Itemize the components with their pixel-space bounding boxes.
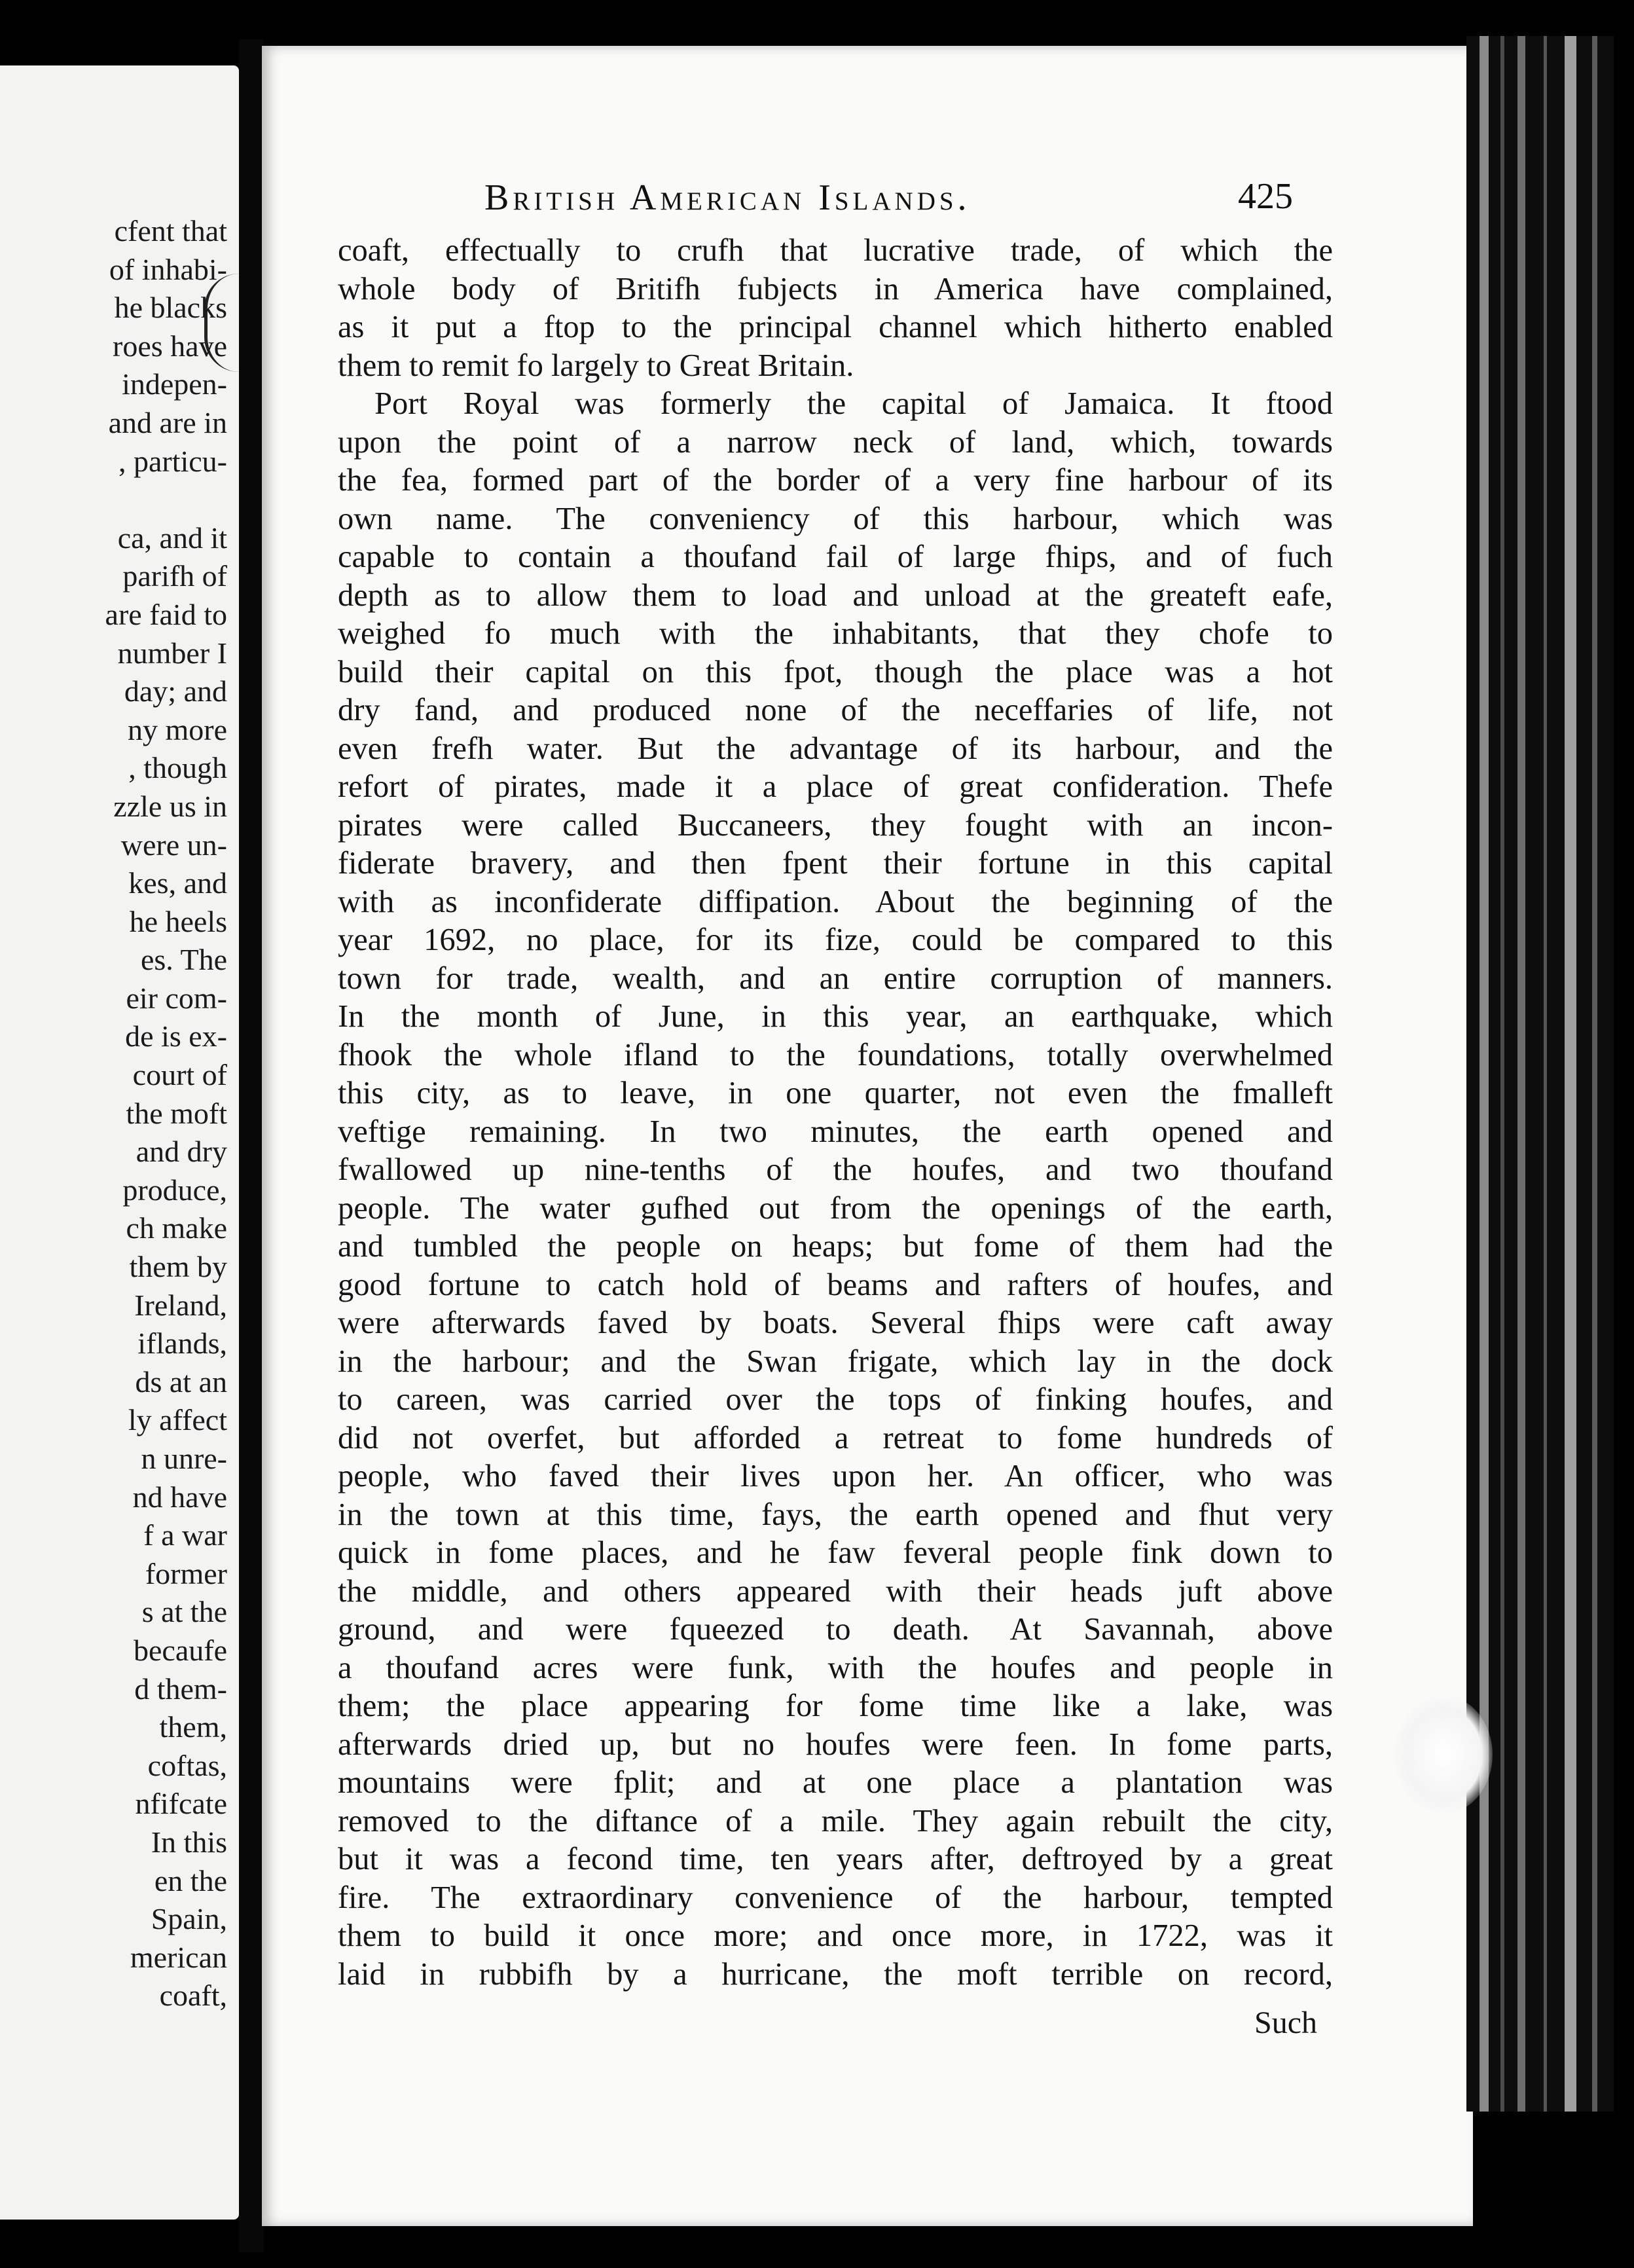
text-line: in the harbour; and the Swan frigate, which lay in the dock — [338, 1344, 1333, 1379]
text-line: in the town at this time, fays, the earth opened and fhut very — [338, 1497, 1333, 1532]
catchword: Such — [1254, 2005, 1317, 2040]
text-line: to careen, was carried over the tops of finking houfes, and — [338, 1382, 1333, 1417]
text-line: this city, as to leave, in one quarter, not even the fmalleft — [338, 1076, 1333, 1110]
left-page-line: cfent that — [114, 214, 227, 247]
left-page-line: roes have — [113, 329, 227, 363]
text-line: fhook the whole ifland to the foundations, totally overwhelmed — [338, 1037, 1333, 1072]
text-line: dry fand, and produced none of the neceffaries of life, not — [338, 693, 1333, 727]
left-page-line: ds at an — [135, 1364, 227, 1399]
left-page-line: he blacks — [114, 291, 227, 325]
left-page-line: the moft — [126, 1096, 227, 1130]
left-page-line: s at the — [141, 1595, 227, 1629]
left-page-line: and are in — [108, 405, 227, 439]
left-page-line: Spain, — [151, 1902, 227, 1936]
left-page-line: produce, — [122, 1173, 227, 1207]
left-page-line: and dry — [136, 1135, 227, 1169]
text-line: mountains were fplit; and at one place a plantation was — [338, 1765, 1333, 1800]
page-header — [484, 172, 1309, 230]
text-line: ground, and were fqueezed to death. At Savannah, above — [338, 1612, 1333, 1647]
left-page-line: are faid to — [105, 597, 227, 631]
text-line: did not overfet, but afforded a retreat to fome hundreds of — [338, 1420, 1333, 1455]
text-line: them to remit fo largely to Great Britain. — [338, 348, 854, 383]
left-page-line: d them- — [134, 1672, 227, 1706]
left-page-line: eir com- — [126, 981, 227, 1015]
left-page-line: nd have — [132, 1480, 227, 1514]
text-line: even frefh water. But the advantage of its harbour, and the — [338, 731, 1333, 766]
left-page-line: ca, and it — [117, 521, 227, 555]
left-page-line: Ireland, — [134, 1288, 227, 1322]
left-page-line: nfifcate — [135, 1787, 227, 1821]
text-line: town for trade, wealth, and an entire corruption of manners. — [338, 960, 1333, 996]
left-page-line: ly affect — [128, 1403, 227, 1437]
text-line: the middle, and others appeared with their heads juft above — [338, 1573, 1333, 1609]
left-page-line: coftas, — [147, 1748, 227, 1782]
left-page-line: de is ex- — [125, 1019, 227, 1053]
body-text — [338, 232, 1333, 1994]
text-line: as it put a ftop to the principal channel which hitherto enabled — [338, 310, 1333, 344]
left-page-line: merican — [130, 1940, 227, 1974]
running-head: British American Islands. — [484, 177, 971, 218]
left-page-line: n unre- — [141, 1442, 227, 1475]
text-line: fiderate bravery, and then fpent their fortune in this capital — [338, 846, 1333, 881]
left-page-line: number I — [117, 636, 227, 670]
left-page-line: he heels — [129, 904, 227, 938]
left-page-line: iflands, — [137, 1326, 227, 1361]
text-line: good fortune to catch hold of beams and rafters of houfes, and — [338, 1267, 1333, 1302]
text-line: veftige remaining. In two minutes, the earth opened and — [338, 1114, 1333, 1149]
text-line: people. The water gufhed out from the openings of the earth, — [338, 1190, 1333, 1226]
left-page-line: coaft, — [159, 1979, 227, 2013]
left-page-line: parifh of — [122, 559, 227, 593]
text-line: coaft, effectually to crufh that lucrative trade, of which the — [338, 233, 1333, 268]
text-line: build their capital on this fpot, though the place was a hot — [338, 654, 1333, 689]
left-page-line: f a war — [143, 1518, 227, 1552]
left-page-line — [105, 481, 227, 519]
text-line: them; the place appearing for fome time like a lake, was — [338, 1689, 1333, 1723]
text-line: and tumbled the people on heaps; but fome of them had the — [338, 1229, 1333, 1264]
text-line: weighed fo much with the inhabitants, that they chofe to — [338, 616, 1333, 651]
text-line: capable to contain a thoufand fail of large fhips, and of fuch — [338, 540, 1333, 574]
text-line: them to build it once more; and once more, in 1722, was it — [338, 1918, 1333, 1953]
left-page-line: en the — [154, 1863, 227, 1897]
book-gutter — [239, 39, 264, 2252]
text-line: with as inconfiderate diffipation. About the beginning of the — [338, 884, 1333, 919]
text-line: year 1692, no place, for its fize, could be compared to this — [338, 923, 1333, 957]
page-number: 425 — [1238, 176, 1293, 217]
text-line: quick in fome places, and he faw feveral people fink down to — [338, 1535, 1333, 1570]
left-page-line: ny more — [127, 712, 227, 746]
text-line: depth as to allow them to load and unload at the greateft eafe, — [338, 577, 1333, 613]
page-blemish — [1394, 1696, 1493, 1814]
left-page-line: them by — [129, 1250, 227, 1284]
text-line: own name. The conveniency of this harbour, which was — [338, 501, 1333, 536]
text-line: fire. The extraordinary convenience of the harbour, tempted — [338, 1880, 1333, 1915]
text-line: but it was a fecond time, ten years after, deftroyed by a great — [338, 1842, 1333, 1876]
text-line: Port Royal was formerly the capital of Jamaica. It ftood — [374, 386, 1333, 421]
left-page-line: In this — [151, 1825, 227, 1859]
left-page-line: es. The — [140, 943, 227, 977]
text-line: people, who faved their lives upon her. An officer, who was — [338, 1459, 1333, 1493]
left-page-line: of inhabi- — [109, 252, 227, 286]
text-line: a thoufand acres were funk, with the houfes and people in — [338, 1650, 1333, 1685]
page-edges — [1466, 36, 1614, 2112]
left-page-line: ch make — [126, 1211, 227, 1245]
text-line: In the month of June, in this year, an earthquake, which — [338, 999, 1333, 1034]
left-page-line: were un- — [120, 828, 227, 862]
text-line: afterwards dried up, but no houfes were feen. In fome parts, — [338, 1727, 1333, 1762]
text-line: refort of pirates, made it a place of great confideration. Thefe — [338, 769, 1333, 804]
left-page-line: , particu- — [118, 444, 227, 478]
text-line: removed to the diftance of a mile. They again rebuilt the city, — [338, 1803, 1333, 1838]
left-page-fragment — [0, 65, 239, 2220]
left-page-line: court of — [132, 1058, 227, 1092]
left-page-line: them, — [159, 1710, 227, 1744]
left-page-line: zzle us in — [113, 789, 227, 823]
text-line: laid in rubbifh by a hurricane, the moft terrible on record, — [338, 1956, 1333, 1992]
text-line: fwallowed up nine-tenths of the houfes, and two thoufand — [338, 1152, 1333, 1187]
text-line: pirates were called Buccaneers, they fought with an incon- — [338, 807, 1333, 843]
left-page-line: former — [145, 1556, 227, 1590]
left-page-line: day; and — [124, 674, 227, 708]
left-page-line: indepen- — [122, 367, 227, 401]
text-line: were afterwards faved by boats. Several fhips were caft away — [338, 1306, 1333, 1340]
left-page-line: kes, and — [128, 866, 227, 900]
text-line: the fea, formed part of the border of a very fine harbour of its — [338, 463, 1333, 498]
left-page-line: , though — [128, 751, 227, 785]
left-page-text — [105, 212, 227, 2015]
text-line: upon the point of a narrow neck of land, which, towards — [338, 424, 1333, 460]
left-page-line: becaufe — [134, 1633, 227, 1667]
text-line: whole body of Britifh fubjects in America have complained, — [338, 271, 1333, 306]
